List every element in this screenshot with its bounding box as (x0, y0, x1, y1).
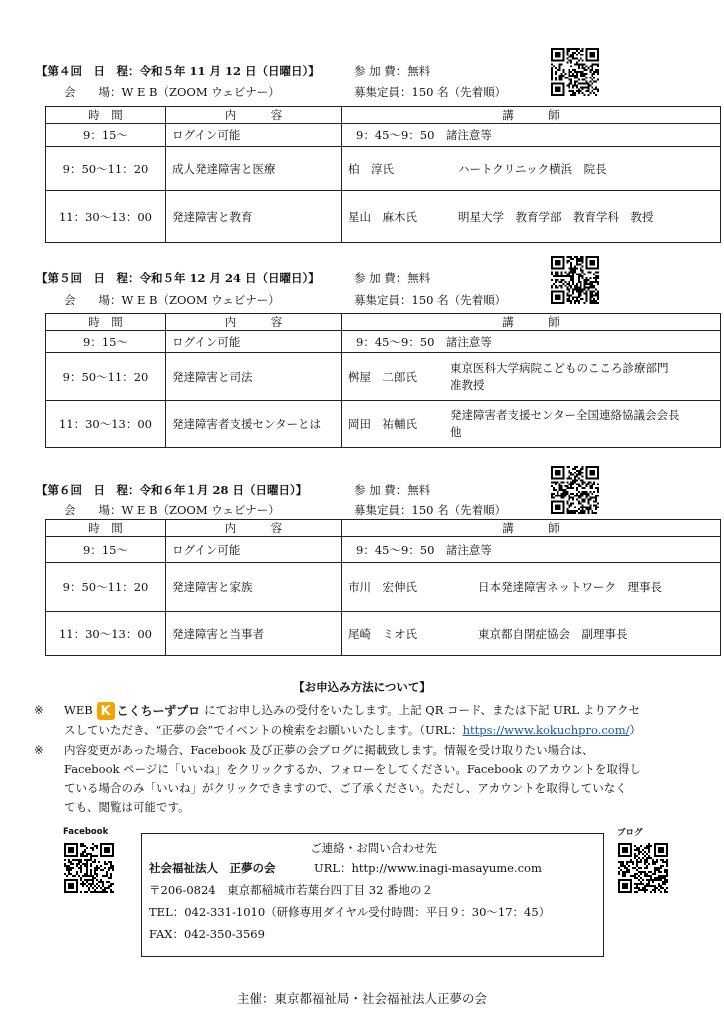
col-header-lecturer: 講 師 (342, 314, 721, 331)
note-application (64, 701, 704, 740)
qr-code-session-6[interactable] (551, 466, 599, 514)
session-5-header: 【第５回 日 程：令和５年 12 月 24 日（日曜日）】 (36, 271, 320, 285)
session-5-fee: 参 加 費：無料 (354, 271, 431, 285)
contact-url[interactable]: URL：http://www.inagi-masayume.com (314, 861, 542, 875)
row-time: 9：50～11：20 (46, 563, 166, 612)
lecturer-affiliation: 発達障害者支援センター全国連絡協議会会長 他 (450, 408, 692, 439)
lecturer-affiliation: 東京都自閉症協会 副理事長 (478, 626, 628, 641)
lecturer-affiliation: ハートクリニック横浜 院長 (458, 161, 607, 176)
blog-label: ブログ (617, 828, 643, 838)
table-row (46, 612, 721, 656)
col-header-content: 内 容 (166, 107, 342, 124)
row-content: 発達障害と司法 (166, 353, 342, 401)
lecturer-affiliation: 東京医科大学病院こどものこころ診療部門 准教授 (450, 360, 680, 392)
qr-code-facebook[interactable] (64, 843, 114, 893)
col-header-lecturer: 講 師 (342, 520, 721, 537)
session-6-fee: 参 加 費：無料 (354, 483, 431, 497)
kokuchpro-logo-text: こくちーずプロ (116, 703, 201, 718)
col-header-time: 時 間 (46, 107, 166, 124)
note-text: ている場合のみ「いいね」がクリックできますので、ご了承ください。ただし、アカウントを取得していなく (64, 781, 627, 795)
note-text: ） (629, 722, 641, 737)
lecturer-affiliation: 日本発達障害ネットワーク 理事長 (478, 580, 662, 594)
row-content: ログイン可能 (166, 124, 342, 147)
note-text: にてお申し込みの受付をいたします。上記 QR コード、または下記 URL よりアクセ (204, 703, 640, 717)
table-row (46, 563, 721, 612)
lecturer-name: 市川 宏伸氏 (348, 580, 417, 594)
row-lecturer: 9：45～9：50 諸注意等 (342, 331, 721, 353)
kokuchpro-logo-icon: K (97, 702, 115, 720)
lecturer-affiliation: 明星大学 教育学部 教育学科 教授 (458, 209, 654, 224)
row-time: 11：30～13：00 (46, 612, 166, 656)
table-row (46, 331, 721, 353)
contact-fax: FAX：042-350-3569 (149, 927, 265, 941)
row-time: 9：15～ (46, 124, 166, 147)
note-text: Facebook ページに「いいね」をクリックするか、フォローをしてください。Facebook のアカウントを取得し (64, 762, 641, 776)
session-5-table (45, 313, 721, 448)
note-text: 内容変更があった場合、Facebook 及び正夢の会ブログに掲載致します。情報を受け取りたい場合は、 (64, 743, 594, 757)
row-time: 9：15～ (46, 331, 166, 353)
session-5-venue: 会 場：W E B（ZOOM ウェビナー） (64, 293, 280, 307)
session-4-fee: 参 加 費：無料 (354, 64, 431, 78)
session-6-header: 【第６回 日 程：令和６年１月 28 日（日曜日）】 (36, 483, 308, 497)
lecturer-name: 星山 麻木氏 (348, 209, 417, 224)
contact-address: 〒206-0824 東京都稲城市若葉台四丁目 32 番地の２ (149, 883, 434, 897)
contact-tel: TEL：042-331-1010（研修専用ダイヤル受付時間：平日９：30～17：45） (149, 905, 551, 919)
row-lecturer: 9：45～9：50 諸注意等 (342, 537, 721, 563)
table-row (46, 401, 721, 448)
kokuchpro-logo (97, 702, 200, 721)
facebook-label: Facebook (63, 827, 109, 837)
qr-code-session-5[interactable] (551, 256, 599, 304)
session-6-table (45, 519, 721, 656)
note-text: ても、閲覧は可能です。 (64, 800, 190, 814)
lecturer-name: 岡田 祐輔氏 (348, 417, 417, 431)
qr-code-blog[interactable] (618, 843, 668, 893)
table-row (46, 353, 721, 401)
row-content: 発達障害と教育 (166, 191, 342, 243)
table-row (46, 124, 721, 147)
qr-code-session-4[interactable] (551, 48, 599, 96)
note-web: WEB (64, 703, 93, 717)
application-title: 【お申込み方法について】 (293, 680, 431, 694)
row-time: 9：50～11：20 (46, 147, 166, 191)
footer-organizer: 主催：東京都福祉局・社会福祉法人正夢の会 (236, 991, 487, 1006)
row-content: 発達障害者支援センターとは (166, 401, 342, 448)
row-time: 11：30～13：00 (46, 191, 166, 243)
col-header-lecturer: 講 師 (342, 107, 721, 124)
row-content: 発達障害と家族 (166, 563, 342, 612)
session-6-capacity: 募集定員：150 名（先着順） (354, 503, 507, 517)
session-4-capacity: 募集定員：150 名（先着順） (354, 85, 507, 99)
table-row (46, 537, 721, 563)
note-mark: ※ (34, 703, 44, 717)
note-facebook (64, 741, 714, 817)
row-content: ログイン可能 (166, 331, 342, 353)
kokuchpro-url-link[interactable]: https://www.kokuchpro.com/ (462, 722, 630, 737)
contact-box (141, 833, 604, 957)
col-header-content: 内 容 (166, 520, 342, 537)
col-header-time: 時 間 (46, 314, 166, 331)
lecturer-name: 桝屋 二郎氏 (348, 369, 417, 384)
table-row (46, 191, 721, 243)
note-mark: ※ (34, 743, 44, 757)
contact-title: ご連絡・お問い合わせ先 (310, 841, 437, 855)
row-time: 11：30～13：00 (46, 401, 166, 448)
contact-org: 社会福祉法人 正夢の会 (149, 861, 276, 875)
lecturer-name: 柏 淳氏 (348, 161, 394, 176)
row-content: 発達障害と当事者 (166, 612, 342, 656)
table-row (46, 147, 721, 191)
row-content: 成人発達障害と医療 (166, 147, 342, 191)
row-lecturer: 9：45～9：50 諸注意等 (342, 124, 721, 147)
row-time: 9：15～ (46, 537, 166, 563)
row-time: 9：50～11：20 (46, 353, 166, 401)
col-header-content: 内 容 (166, 314, 342, 331)
col-header-time: 時 間 (46, 520, 166, 537)
lecturer-name: 尾崎 ミオ氏 (348, 626, 417, 641)
note-text: スしていただき、“正夢の会”でイベントの検索をお願いいたします。（URL： (64, 722, 463, 737)
session-4-header: 【第４回 日 程：令和５年 11 月 12 日（日曜日）】 (36, 64, 320, 78)
session-5-capacity: 募集定員：150 名（先着順） (354, 293, 507, 307)
session-4-venue: 会 場：W E B（ZOOM ウェビナー） (64, 85, 280, 99)
session-6-venue: 会 場：W E B（ZOOM ウェビナー） (64, 503, 280, 517)
row-content: ログイン可能 (166, 537, 342, 563)
session-4-table (45, 106, 721, 243)
